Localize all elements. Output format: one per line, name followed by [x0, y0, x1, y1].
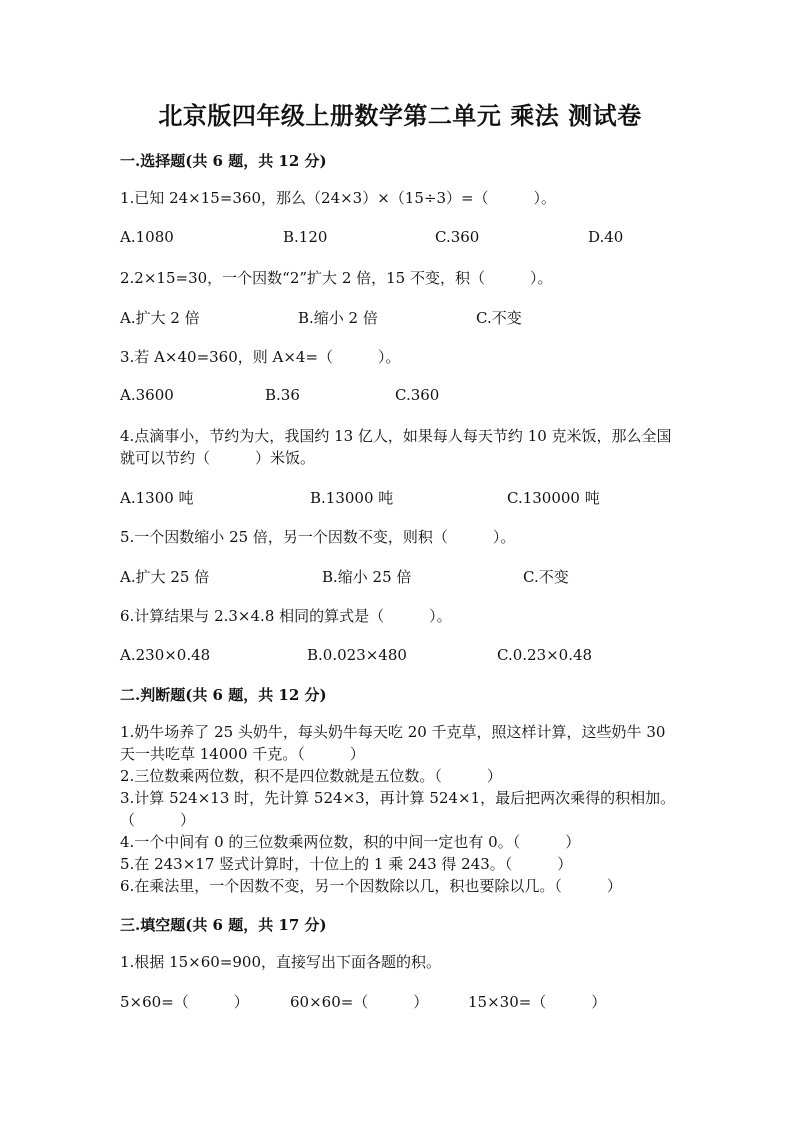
option-a: A.扩大 25 倍 — [120, 568, 210, 586]
page-title: 北京版四年级上册数学第二单元 乘法 测试卷 — [158, 101, 642, 130]
judge-item: 4.一个中间有 0 的三位数乘两位数，积的中间一定也有 0。（ ） — [120, 833, 581, 851]
question-text: 5.一个因数缩小 25 倍，另一个因数不变，则积（ ）。 — [120, 528, 516, 546]
question-text: 1.已知 24×15=360，那么（24×3）×（15÷3）=（ ）。 — [120, 189, 557, 207]
question-text: 1.根据 15×60=900，直接写出下面各题的积。 — [120, 953, 442, 971]
option-a: A.3600 — [120, 386, 174, 404]
option-b: B.36 — [265, 386, 300, 404]
section-heading-choice: 一.选择题(共 6 题，共 12 分) — [120, 152, 327, 170]
judge-item: 2.三位数乘两位数，积不是四位数就是五位数。（ ） — [120, 767, 502, 785]
option-a: A.1080 — [120, 228, 174, 246]
option-a: A.1300 吨 — [120, 489, 194, 507]
option-b: B.缩小 25 倍 — [322, 568, 412, 586]
judge-item: 6.在乘法里，一个因数不变，另一个因数除以几，积也要除以几。（ ） — [120, 877, 622, 895]
question-text: 4.点滴事小，节约为大，我国约 13 亿人，如果每人每天节约 10 克米饭，那么全国就可以节约（ ）米饭。 — [120, 427, 672, 467]
judge-item: 3.计算 524×13 时，先计算 524×3，再计算 524×1，最后把两次乘得的积相加。（ ） — [120, 789, 676, 829]
option-b: B.缩小 2 倍 — [298, 309, 378, 327]
fill-item: 15×30=（ ） — [468, 993, 607, 1011]
section-heading-fill: 三.填空题(共 6 题，共 17 分) — [120, 916, 327, 934]
question-text: 3.若 A×40=360，则 A×4=（ ）。 — [120, 348, 401, 366]
fill-item: 60×60=（ ） — [290, 993, 429, 1011]
option-c: C.不变 — [476, 309, 522, 327]
option-c: C.不变 — [523, 568, 569, 586]
option-b: B.13000 吨 — [310, 489, 394, 507]
section-heading-judge: 二.判断题(共 6 题，共 12 分) — [120, 686, 327, 704]
option-b: B.120 — [283, 228, 328, 246]
option-c: C.0.23×0.48 — [497, 646, 593, 664]
judge-item: 5.在 243×17 竖式计算时，十位上的 1 乘 243 得 243。（ ） — [120, 855, 573, 873]
question-text: 6.计算结果与 2.3×4.8 相同的算式是（ ）。 — [120, 607, 452, 625]
option-c: C.360 — [395, 386, 440, 404]
option-c: C.360 — [435, 228, 480, 246]
option-d: D.40 — [588, 228, 624, 246]
fill-item: 5×60=（ ） — [120, 993, 249, 1011]
judge-item: 1.奶牛场养了 25 头奶牛，每头奶牛每天吃 20 千克草，照这样计算，这些奶牛 30 天一共吃草 14000 千克。（ ） — [120, 723, 666, 763]
option-b: B.0.023×480 — [307, 646, 407, 664]
option-c: C.130000 吨 — [507, 489, 600, 507]
option-a: A.扩大 2 倍 — [120, 309, 200, 327]
question-text: 2.2×15=30，一个因数“2”扩大 2 倍，15 不变，积（ ）。 — [120, 269, 553, 287]
option-a: A.230×0.48 — [120, 646, 211, 664]
